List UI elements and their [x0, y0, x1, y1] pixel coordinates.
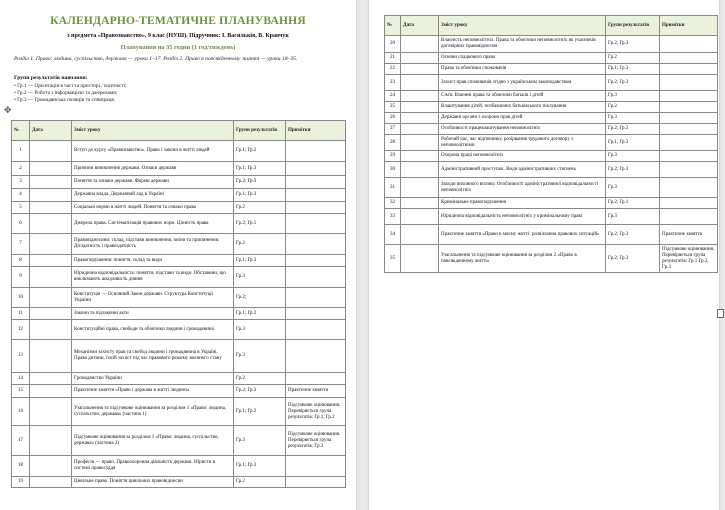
- table-row: [385, 198, 718, 209]
- lesson-number: 25: [385, 102, 401, 113]
- lesson-notes: [286, 456, 346, 477]
- lesson-groups: Гр.3: [606, 178, 660, 198]
- lesson-number: 19: [12, 477, 30, 488]
- header-notes: Примітки: [286, 121, 346, 141]
- lesson-notes: [286, 288, 346, 308]
- lesson-groups: Гр.1; Гр.3: [234, 255, 286, 267]
- table-row: [12, 267, 346, 288]
- lesson-notes: [660, 64, 718, 75]
- header-groups: Групи результатів: [606, 16, 660, 36]
- lesson-number: 6: [12, 214, 30, 234]
- lesson-notes: [286, 340, 346, 373]
- document-page-2: [369, 0, 719, 510]
- lesson-content: Узагальнення та підсумкове оцінювання за розділом 2 «Право в повсякденному житті»: [439, 245, 606, 273]
- lesson-notes: [286, 189, 346, 202]
- lesson-number: 32: [385, 198, 401, 209]
- lesson-notes: [660, 113, 718, 124]
- lesson-content: Правопорушення: поняття, склад та види: [72, 255, 234, 267]
- lesson-number: 12: [12, 320, 30, 340]
- lesson-content: Юридична відповідальність: поняття, підстави та види. Обставини, що виключають шкідливість діяння: [72, 267, 234, 288]
- table-row: [385, 64, 718, 75]
- header-date: Дата: [30, 121, 72, 141]
- lesson-number: 1: [12, 141, 30, 162]
- table-row: [12, 214, 346, 234]
- lesson-date: [30, 214, 72, 234]
- lesson-number: 4: [12, 189, 30, 202]
- document-subtitle: з предмета «Правознавство», 9 клас (НУШ). Підручник: І. Васильків, В. Кравчук: [67, 33, 289, 39]
- lesson-notes: [286, 373, 346, 385]
- lesson-groups: Гр.3: [234, 340, 286, 373]
- lesson-date: [30, 340, 72, 373]
- table-row: [385, 75, 718, 91]
- table-row: [385, 178, 718, 198]
- lesson-number: 22: [385, 64, 401, 75]
- move-anchor-icon[interactable]: ✥: [4, 106, 12, 116]
- table-row: [12, 385, 346, 398]
- lesson-number: 5: [12, 202, 30, 214]
- table-row: [12, 202, 346, 214]
- lesson-content: Заходи виховного впливу. Особливості адміністративної відповідальності неповнолітніх: [439, 178, 606, 198]
- lesson-number: 35: [385, 245, 401, 273]
- lesson-groups: Гр.2; Гр.3: [234, 385, 286, 398]
- table-row: [12, 320, 346, 340]
- lesson-number: 30: [385, 162, 401, 178]
- lesson-number: 8: [12, 255, 30, 267]
- lesson-notes: [660, 36, 718, 53]
- lesson-content: Кримінальне правопорушення: [439, 198, 606, 209]
- lesson-notes: [660, 91, 718, 102]
- lesson-content: Охорона праці неповнолітніх: [439, 151, 606, 162]
- lesson-date: [401, 209, 439, 225]
- table-row: [12, 340, 346, 373]
- lesson-content: Основи спадкового права: [439, 53, 606, 64]
- lesson-notes: Практичне заняття: [660, 225, 718, 245]
- lesson-date: [401, 36, 439, 53]
- group-item: • Гр.2 — Робота з інформацією та джерелами;: [14, 90, 118, 96]
- scroll-marker[interactable]: [717, 309, 724, 318]
- lesson-notes: [286, 234, 346, 255]
- lesson-notes: [286, 308, 346, 320]
- table-row: [385, 135, 718, 151]
- lesson-notes: [660, 198, 718, 209]
- lesson-notes: [660, 162, 718, 178]
- lesson-groups: Гр.1; Гр.3: [606, 64, 660, 75]
- lesson-number: 7: [12, 234, 30, 255]
- document-page-1: [0, 0, 356, 510]
- groups-heading: Групи результатів навчання:: [14, 75, 88, 81]
- table-row: [12, 426, 346, 456]
- lesson-content: Джерела права. Систематизація правових норм. Цінність права: [72, 214, 234, 234]
- lesson-date: [30, 267, 72, 288]
- lesson-date: [401, 245, 439, 273]
- lesson-number: 27: [385, 124, 401, 135]
- lesson-date: [401, 151, 439, 162]
- table-row: [385, 225, 718, 245]
- table-row: [385, 162, 718, 178]
- lesson-groups: Гр.2: [234, 234, 286, 255]
- lesson-groups: Гр.2;: [234, 288, 286, 308]
- table-row: [12, 456, 346, 477]
- lesson-notes: [286, 141, 346, 162]
- group-item: • Гр.1 — Орієнтація в часі та просторі / контексті;: [14, 83, 127, 89]
- lesson-notes: [660, 209, 718, 225]
- lesson-date: [30, 320, 72, 340]
- lesson-date: [30, 202, 72, 214]
- lesson-groups: Гр.1; Гр.3: [606, 135, 660, 151]
- lesson-date: [30, 398, 72, 426]
- lesson-content: Робочий час, час відпочинку, розірвання трудового договору з неповнолітніми: [439, 135, 606, 151]
- table-row: [12, 162, 346, 176]
- lesson-number: 16: [12, 398, 30, 426]
- table-row: [12, 398, 346, 426]
- lesson-notes: Практичне заняття: [286, 385, 346, 398]
- table-row: [385, 53, 718, 64]
- lesson-number: 28: [385, 135, 401, 151]
- table-row: [12, 234, 346, 255]
- lesson-groups: Гр.2; Гр.3: [234, 176, 286, 189]
- lesson-notes: [286, 477, 346, 488]
- lesson-notes: [286, 162, 346, 176]
- lesson-number: 29: [385, 151, 401, 162]
- lesson-content: Конституція — Основний Закон держави. Структура Конституції України: [72, 288, 234, 308]
- lesson-content: Практичне заняття «Право в моєму житті: розв'язання правових ситуацій»: [439, 225, 606, 245]
- lesson-number: 13: [12, 340, 30, 373]
- header-number: №: [12, 121, 30, 141]
- lesson-date: [401, 102, 439, 113]
- lesson-content: Адміністративний проступок. Види адміністративних стягнень: [439, 162, 606, 178]
- lesson-date: [401, 64, 439, 75]
- lesson-notes: [660, 75, 718, 91]
- lesson-notes: [286, 214, 346, 234]
- lesson-date: [30, 385, 72, 398]
- lesson-number: 9: [12, 267, 30, 288]
- lesson-date: [401, 124, 439, 135]
- lesson-date: [401, 178, 439, 198]
- lesson-groups: Гр.3: [606, 113, 660, 124]
- table-row: [12, 189, 346, 202]
- lesson-notes: [660, 151, 718, 162]
- lesson-content: Державна влада. Державний лад в Україні: [72, 189, 234, 202]
- lesson-content: Державні органи з охорони прав дітей: [439, 113, 606, 124]
- lesson-groups: Гр.1; Гр.3: [234, 189, 286, 202]
- lesson-groups: Гр.2: [234, 373, 286, 385]
- lesson-number: 14: [12, 373, 30, 385]
- lesson-date: [30, 234, 72, 255]
- header-content: Зміст уроку: [439, 16, 606, 36]
- lesson-notes: [660, 178, 718, 198]
- lesson-groups: Гр.1; Гр.2: [234, 308, 286, 320]
- lesson-groups: Гр.2; Гр.1: [234, 214, 286, 234]
- header-groups: Групи результатів: [234, 121, 286, 141]
- lesson-content: Юридична відповідальність неповнолітніх у кримінальному праві: [439, 209, 606, 225]
- plan-hours: Планування на 35 годин (1 год/тиждень): [120, 44, 236, 51]
- table-row: [12, 288, 346, 308]
- table-row: [12, 308, 346, 320]
- lesson-groups: Гр.3: [606, 91, 660, 102]
- lesson-date: [401, 113, 439, 124]
- table-row: [385, 124, 718, 135]
- lesson-date: [401, 135, 439, 151]
- lesson-notes: Підсумкове оцінювання. Перевіряється група результатів: Гр.1 Гр.2, Гр.3: [660, 245, 718, 273]
- lesson-groups: Гр.2: [606, 53, 660, 64]
- lesson-content: Цивільне право. Поняття цивільних правовідносин: [72, 477, 234, 488]
- lesson-number: 34: [385, 225, 401, 245]
- lesson-groups: Гр.2; Гр.3: [606, 124, 660, 135]
- lesson-number: 26: [385, 113, 401, 124]
- lesson-number: 20: [385, 36, 401, 53]
- lesson-date: [401, 75, 439, 91]
- lesson-date: [401, 162, 439, 178]
- lesson-number: 18: [12, 456, 30, 477]
- lesson-groups: Гр.3: [606, 151, 660, 162]
- lesson-date: [401, 53, 439, 64]
- lesson-date: [30, 477, 72, 488]
- lesson-date: [30, 189, 72, 202]
- lesson-notes: [286, 320, 346, 340]
- table-row: [385, 151, 718, 162]
- lesson-content: Сім'я. Взаємні права та обов'язки батьків і дітей: [439, 91, 606, 102]
- lesson-content: Закони та підзаконні акти: [72, 308, 234, 320]
- lesson-groups: Гр.2; Гр.3: [606, 75, 660, 91]
- lesson-groups: Гр.2; Гр.3: [606, 36, 660, 53]
- lesson-groups: Гр.2: [234, 202, 286, 214]
- table-header-row: [12, 121, 346, 141]
- lesson-notes: [286, 255, 346, 267]
- lesson-groups: Гр.3: [234, 267, 286, 288]
- lesson-content: Захист прав споживачів згідно з українським законодавством: [439, 75, 606, 91]
- table-row: [385, 91, 718, 102]
- lesson-groups: Гр.2: [234, 477, 286, 488]
- lesson-groups: Гр.2: [606, 102, 660, 113]
- table-row: [385, 36, 718, 53]
- lesson-date: [401, 198, 439, 209]
- lesson-number: 2: [12, 162, 30, 176]
- lesson-groups: Гр.1; Гр.2: [234, 141, 286, 162]
- group-item: • Гр.3 — Громадянська позиція та співпраця.: [14, 97, 116, 103]
- document-title: КАЛЕНДАРНО-ТЕМАТИЧНЕ ПЛАНУВАННЯ: [50, 15, 306, 27]
- lesson-plan-table: [11, 120, 346, 488]
- lesson-content: Соціальні норми в житті людей. Поняття та ознаки права: [72, 202, 234, 214]
- lesson-groups: Гр.3: [234, 426, 286, 456]
- lesson-date: [401, 225, 439, 245]
- lesson-number: 31: [385, 178, 401, 198]
- lesson-number: 11: [12, 308, 30, 320]
- lesson-content: Вступ до курсу «Правознавство». Право і закони в житті людей: [72, 141, 234, 162]
- lesson-date: [401, 91, 439, 102]
- lesson-notes: Підсумкове оцінювання. Перевіряється група результатів: Гр.3: [286, 426, 346, 456]
- lesson-number: 10: [12, 288, 30, 308]
- lesson-content: Професія — право. Правоохоронна діяльність держави. Юристи в системі правосуддя: [72, 456, 234, 477]
- lesson-content: Громадянство України: [72, 373, 234, 385]
- groups-list: [14, 83, 344, 104]
- lesson-groups: Гр.1; Гр.3: [234, 162, 286, 176]
- lesson-notes: Підсумкове оцінювання. Перевіряється група результатів: Гр.1, Гр.2: [286, 398, 346, 426]
- lesson-groups: Гр.1; Гр.2: [234, 398, 286, 426]
- lesson-notes: [286, 267, 346, 288]
- lesson-number: 33: [385, 209, 401, 225]
- lesson-content: Практичне заняття «Право і держава в житті людини»: [72, 385, 234, 398]
- lesson-content: Механізми захисту прав та свобод людини і громадянина в Україні. Права дитини, їхній захист під час правового режиму воєнного стану: [72, 340, 234, 373]
- lesson-groups: Гр.2; Гр.3: [606, 162, 660, 178]
- lesson-content: Конституційні права, свободи та обов'язки людини і громадянина: [72, 320, 234, 340]
- lesson-content: Узагальнення та підсумкове оцінювання за розділом 1 «Право: людина, суспільство, держава» (частина 1): [72, 398, 234, 426]
- header-number: №: [385, 16, 401, 36]
- lesson-content: Власність неповнолітніх. Права та обов'язки неповнолітніх як учасників договірних правовідносин: [439, 36, 606, 53]
- lesson-content: Правовідносини: склад, підстави виникнення, зміни та припинення. Дієздатність і правоздатність: [72, 234, 234, 255]
- lesson-notes: [660, 135, 718, 151]
- sections-note: Розділ 1. Право: людина, суспільство, держава — уроки 1–17. Розділ 2. Право в повсякденному житті — уроки 18–35.: [14, 56, 298, 62]
- table-row: [12, 176, 346, 189]
- lesson-notes: [660, 53, 718, 64]
- header-content: Зміст уроку: [72, 121, 234, 141]
- lesson-groups: Гр.1; Гр.3: [234, 456, 286, 477]
- header-notes: Примітки: [660, 16, 718, 36]
- lesson-date: [30, 373, 72, 385]
- table-row: [385, 102, 718, 113]
- lesson-date: [30, 176, 72, 189]
- lesson-number: 23: [385, 75, 401, 91]
- lesson-date: [30, 308, 72, 320]
- lesson-date: [30, 141, 72, 162]
- lesson-content: Влаштування дітей, позбавлених батьківського піклування: [439, 102, 606, 113]
- table-row: [385, 245, 718, 273]
- lesson-notes: [660, 102, 718, 113]
- lesson-number: 21: [385, 53, 401, 64]
- lesson-number: 17: [12, 426, 30, 456]
- header-date: Дата: [401, 16, 439, 36]
- table-row: [12, 373, 346, 385]
- lesson-notes: [660, 124, 718, 135]
- table-row: [12, 141, 346, 162]
- lesson-date: [30, 426, 72, 456]
- lesson-number: 24: [385, 91, 401, 102]
- lesson-plan-table-continued: [384, 15, 718, 273]
- lesson-date: [30, 162, 72, 176]
- lesson-groups: Гр.2; Гр.1: [606, 198, 660, 209]
- table-row: [385, 113, 718, 124]
- lesson-date: [30, 288, 72, 308]
- lesson-groups: Гр.2; Гр.3: [606, 245, 660, 273]
- table-row: [12, 477, 346, 488]
- lesson-number: 15: [12, 385, 30, 398]
- table-row: [385, 209, 718, 225]
- lesson-groups: Гр.2; Гр.3: [606, 225, 660, 245]
- lesson-content: Причини виникнення держави. Ознаки держави: [72, 162, 234, 176]
- lesson-number: 3: [12, 176, 30, 189]
- table-header-row: [385, 16, 718, 36]
- lesson-groups: Гр.3: [606, 209, 660, 225]
- lesson-content: Підсумкове оцінювання за розділом 1 «Право: людина, суспільство, держава» (частина 2): [72, 426, 234, 456]
- table-row: [12, 255, 346, 267]
- lesson-groups: Гр.3: [234, 320, 286, 340]
- lesson-content: Поняття та ознаки держави. Форми держави: [72, 176, 234, 189]
- lesson-content: Права та обов'язки споживачів: [439, 64, 606, 75]
- lesson-content: Особливості працевлаштування неповнолітніх: [439, 124, 606, 135]
- lesson-notes: [286, 176, 346, 189]
- lesson-date: [30, 456, 72, 477]
- lesson-date: [30, 255, 72, 267]
- lesson-notes: [286, 202, 346, 214]
